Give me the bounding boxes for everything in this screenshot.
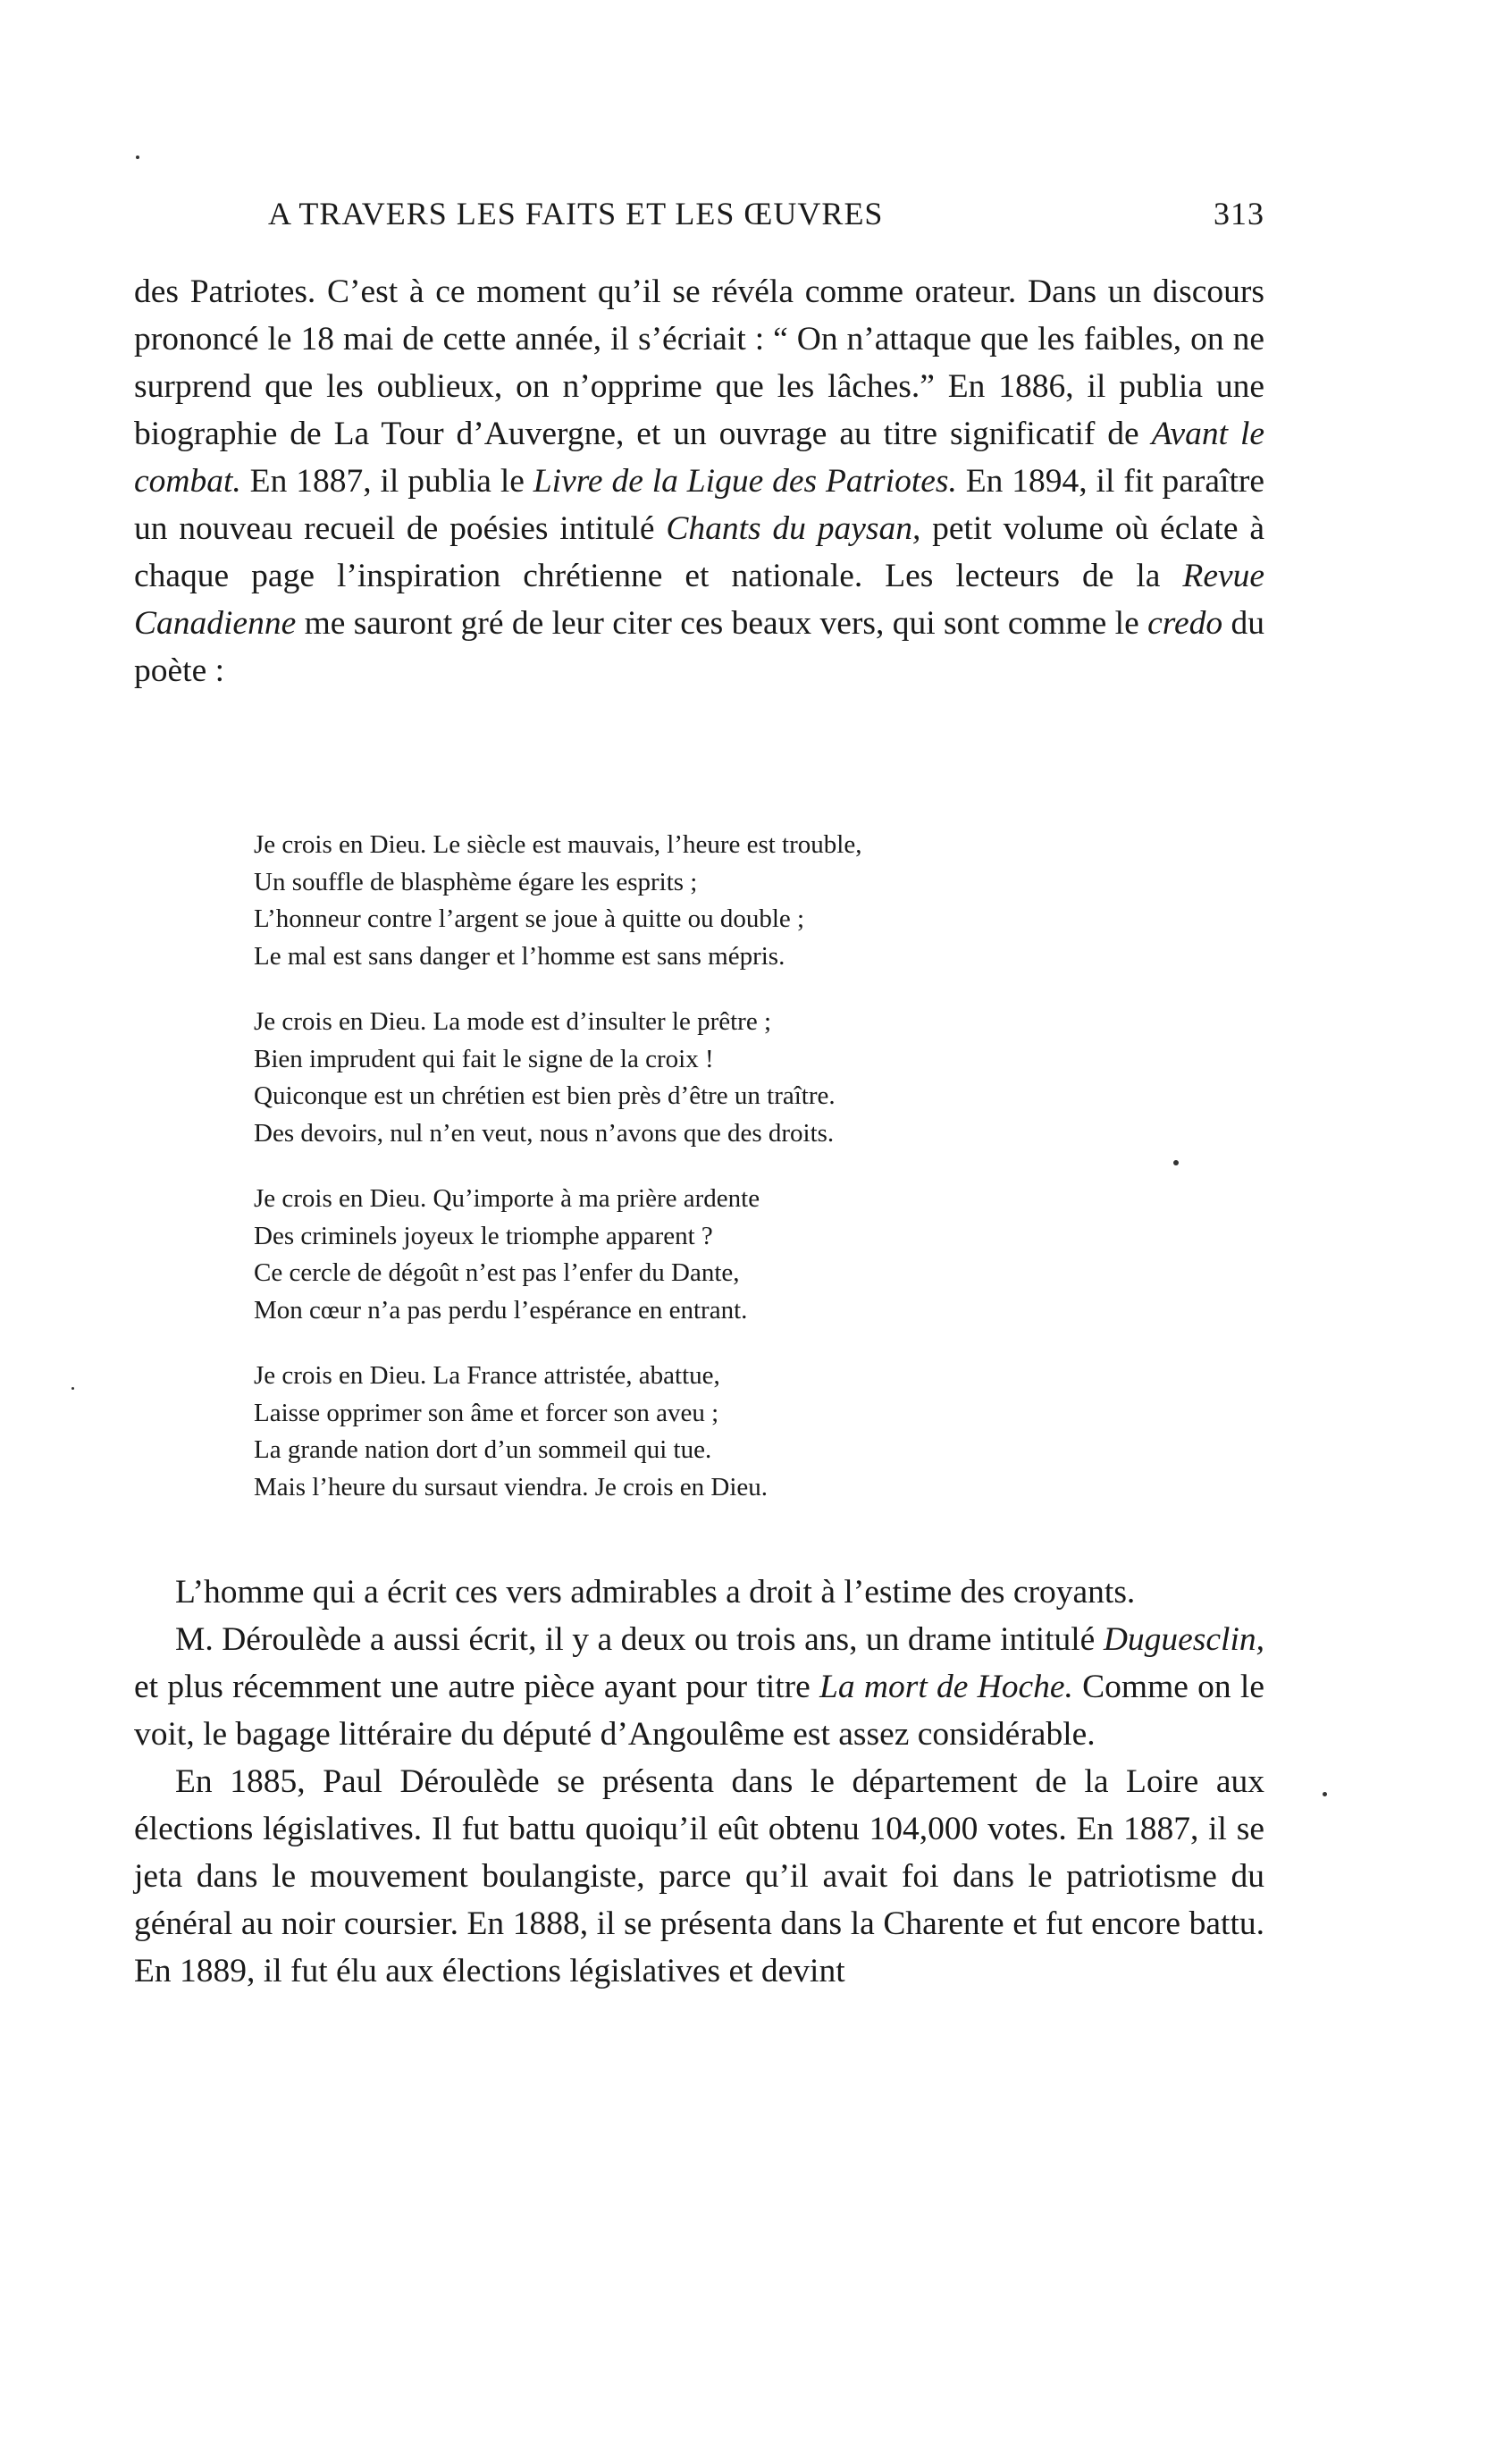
para1-text-5: me sauront gré de leur citer ces beaux vers, qui sont comme le <box>296 605 1148 642</box>
verse: Des devoirs, nul n’en veut, nous n’avons que des droits. <box>254 1118 835 1148</box>
verse: La grande nation dort d’un sommeil qui tue. <box>254 1435 712 1464</box>
title-avant-le-combat: Avant le combat. <box>134 416 1265 500</box>
verse: Je crois en Dieu. La mode est d’insulter le prêtre ; <box>254 1007 771 1036</box>
para3-text-2: et plus récemment une autre pièce ayant pour titre <box>134 1669 820 1705</box>
stanza-4 <box>254 1358 1147 1506</box>
stanza-2 <box>254 1004 1147 1152</box>
verse: Laisse opprimer son âme et forcer son aveu ; <box>254 1398 719 1427</box>
verse: Le mal est sans danger et l’homme est sans mépris. <box>254 941 785 971</box>
para1-text-6: du poète : <box>134 605 1265 689</box>
paper-speck <box>136 156 139 159</box>
paper-speck <box>71 1387 74 1390</box>
paragraph-3 <box>134 1616 1264 1758</box>
verse: Ce cercle de dégoût n’est pas l’enfer du Dante, <box>254 1258 740 1287</box>
paper-speck <box>1323 1792 1327 1796</box>
verse: Je crois en Dieu. Le siècle est mauvais, l’heure est trouble, <box>254 830 862 859</box>
paragraph-2: L’homme qui a écrit ces vers admirables a droit à l’estime des croyants. <box>175 1574 1136 1611</box>
running-title: A TRAVERS LES FAITS ET LES ŒUVRES <box>268 196 884 231</box>
verse: Je crois en Dieu. La France attristée, abattue, <box>254 1361 720 1390</box>
para1-text-1: des Patriotes. C’est à ce moment qu’il se révéla comme orateur. Dans un discours prononcé le 18 mai de cette année, il s’écriait : “ On n’attaque que les faibles, on ne surprend que les oublieux, on n’opprime que les lâches.” En 1886, il publia une biographie de La Tour d’Auvergne, et un ouvrage au titre significatif de <box>134 273 1264 452</box>
verse: Mon cœur n’a pas perdu l’espérance en entrant. <box>254 1295 748 1325</box>
verse: Un souffle de blasphème égare les esprits ; <box>254 867 698 896</box>
title-chants-du-paysan: Chants du paysan, <box>666 510 921 547</box>
para3-text-3: Comme on le voit, le bagage littéraire du député d’Angoulême est assez considérable. <box>134 1669 1264 1753</box>
title-livre-de-la-ligue: Livre de la Ligue des Patriotes. <box>533 463 957 500</box>
verse: L’honneur contre l’argent se joue à quitte ou double ; <box>254 904 805 933</box>
page-number: 313 <box>1214 196 1264 231</box>
stanza-1 <box>254 827 1147 975</box>
para3-text-1: M. Déroulède a aussi écrit, il y a deux ou trois ans, un drame intitulé <box>175 1621 1104 1658</box>
para1-text-3: En 1894, il fit paraître un nouveau recueil de poésies intitulé <box>134 463 1264 547</box>
paper-speck <box>1173 1160 1179 1165</box>
paragraph-1 <box>134 268 1264 694</box>
para1-text-4: petit volume où éclate à chaque page l’inspiration chrétienne et nationale. Les lecteurs de la <box>134 510 1264 594</box>
verse: Mais l’heure du sursaut viendra. Je crois en Dieu. <box>254 1472 769 1501</box>
poem <box>254 827 1147 1535</box>
stanza-3 <box>254 1181 1147 1329</box>
verse: Je crois en Dieu. Qu’importe à ma prière ardente <box>254 1184 760 1213</box>
verse: Quiconque est un chrétien est bien près d’être un traître. <box>254 1081 836 1110</box>
title-duguesclin: Duguesclin, <box>1103 1621 1264 1658</box>
verse: Des criminels joyeux le triomphe apparent ? <box>254 1221 713 1250</box>
para1-text-2: En 1887, il publia le <box>240 463 533 500</box>
closing-paragraphs <box>134 1569 1264 1995</box>
word-credo: credo <box>1147 605 1223 642</box>
verse: Bien imprudent qui fait le signe de la croix ! <box>254 1044 714 1073</box>
paragraph-4: En 1885, Paul Déroulède se présenta dans le département de la Loire aux élections législatives. Il fut battu quoiqu’il eût obtenu 104,000 votes. En 1887, il se jeta dans le mouvement boulangiste, parce qu’il avait foi dans le patriotisme du général au noir coursier. En 1888, il se présenta dans la Charente et fut encore battu. En 1889, il fut élu aux élections législatives et devint <box>134 1763 1264 1989</box>
title-la-mort-de-hoche: La mort de Hoche. <box>819 1669 1073 1705</box>
title-revue-canadienne: Revue Canadienne <box>134 558 1264 642</box>
